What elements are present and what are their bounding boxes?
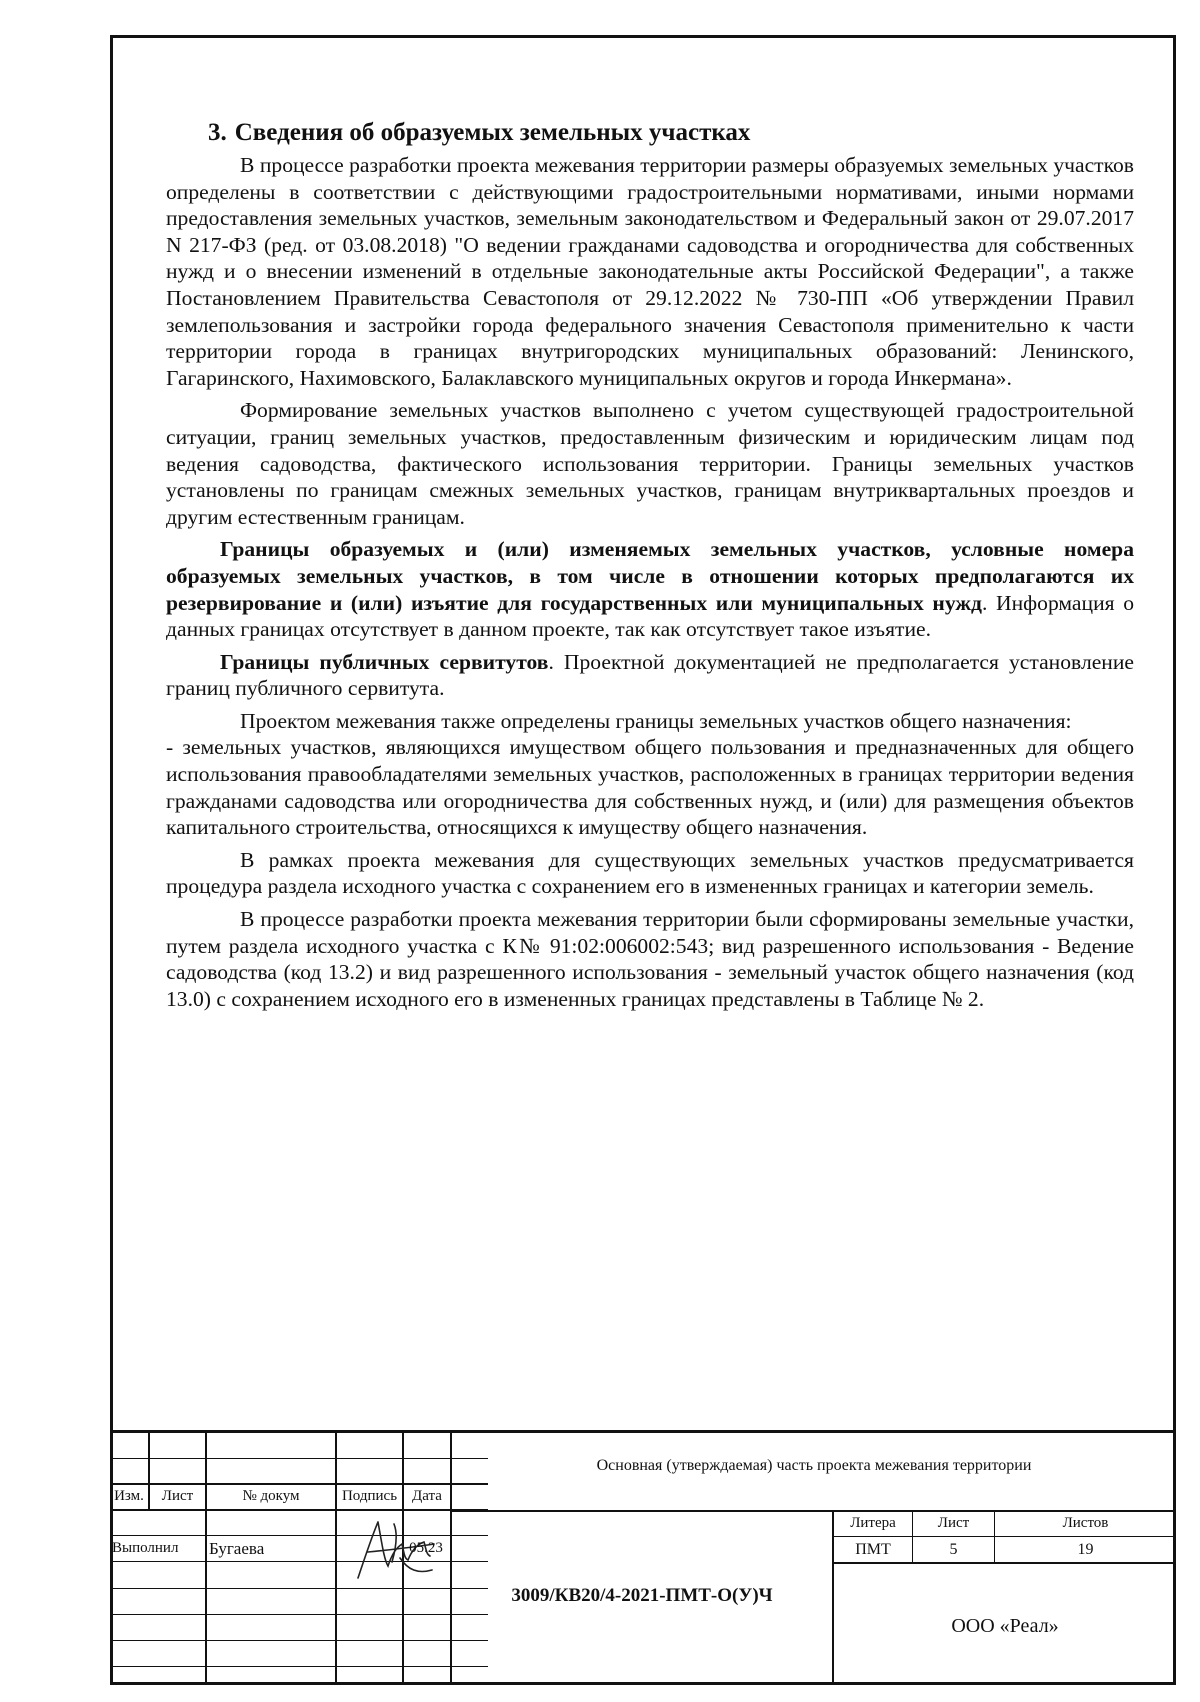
section-title: Сведения об образуемых земельных участках	[234, 119, 751, 146]
paragraph-5: Проектом межевания также определены границы земельных участков общего назначения:	[240, 708, 1072, 733]
sign-date: 05.23	[409, 1540, 443, 1556]
paragraph-3-bold: Границы образуемых и (или) изменяемых земельных участков, условные номера образуемых земельных участков, в том числе в отношении которых предполагаются их резервирование и (или) изъятие для государственных или муниципальных нужд	[166, 537, 1134, 615]
document-body	[166, 118, 1134, 1018]
paragraph-7: В рамках проекта межевания для существующих земельных участков предусматривается процедура раздела исходного участка с сохранением его в измененных границах и категории земель.	[166, 847, 1134, 899]
paragraph-1: В процессе разработки проекта межевания территории размеры образуемых земельных участков определены в соответствии с действующими градостроительными нормативами, иными нормами предоставления земельных участков, земельным законодательством и Федеральный закон от 29.07.2017 N 217-ФЗ (ред. от 03.08.2018) "О ведении гражданами садоводства и огородничества для собственных нужд и о внесении изменений в отдельные законодательные акты Российской Федерации", а также Постановлением Правительства Севастополя от 29.12.2022 № 730-ПП «Об утверждении Правил землепользования и застройки города федерального значения Севастополя применительно к части территории города в границах внутригородских муниципальных образований: Ленинского, Гагаринского, Нахимовского, Балаклавского муниципальных округов и города Инкермана».	[166, 153, 1134, 390]
role-label: Выполнил	[112, 1540, 179, 1556]
section-number: 3.	[208, 119, 227, 146]
paragraph-2: Формирование земельных участков выполнено с учетом существующей градостроительной ситуации, границ земельных участков, предоставленным физическим и юридическим лицам под ведения садоводства, фактического использования территории. Границы земельных участков установлены по границам смежных земельных участков, границам внутриквартальных проездов и другим естественным границам.	[166, 398, 1134, 529]
col-date-label: Дата	[412, 1488, 442, 1504]
col-sign-label: Подпись	[341, 1488, 398, 1504]
title-block	[110, 1430, 1176, 1685]
paragraph-4	[166, 649, 1134, 702]
litera-label: Литера	[850, 1515, 896, 1531]
col-izm-label: Изм.	[114, 1488, 144, 1504]
company-name: ООО «Реал»	[951, 1615, 1059, 1637]
col-doc-label: № докум	[242, 1488, 300, 1504]
paragraph-4-bold: Границы публичных сервитутов	[220, 649, 549, 674]
col-list-label: Лист	[161, 1488, 194, 1504]
paragraph-6: - земельных участков, являющихся имуществом общего пользования и предназначенных для общего использования правообладателями земельных участков, расположенных в границах территории ведения гражданами садоводства или огородничества для собственных нужд, и (или) для размещения объектов капитального строительства, относящихся к имуществу общего назначения.	[166, 735, 1134, 840]
paragraph-3	[166, 536, 1134, 642]
sheet-value: 5	[949, 1541, 958, 1558]
document-title: Основная (утверждаемая) часть проекта межевания территории	[596, 1457, 1032, 1474]
paragraph-8: В процессе разработки проекта межевания территории были сформированы земельные участки, путем раздела исходного участка с К№ 91:02:006002:543; вид разрешенного использования - Ведение садоводства (код 13.2) и вид разрешенного использования - земельный участок общего назначения (код 13.0) с сохранением исходного его в измененных границах представлены в Таблице № 2.	[166, 907, 1134, 1011]
sheets-label: Листов	[1062, 1515, 1109, 1531]
document-code: 3009/КВ20/4-2021-ПМТ-О(У)Ч	[511, 1585, 773, 1606]
section-heading	[208, 118, 1134, 148]
paragraph-4-text: . Проектной документацией не предполагается установление границ публичного сервитута.	[166, 649, 1134, 701]
sheets-value: 19	[1077, 1541, 1094, 1558]
paragraph-3-text: . Информация о данных границах отсутствует в данном проекте, так как отсутствует такое изъятие.	[166, 590, 1135, 642]
sheet-label: Лист	[937, 1515, 970, 1531]
performer-name: Бугаева	[209, 1539, 265, 1558]
litera-value: ПМТ	[855, 1541, 891, 1558]
